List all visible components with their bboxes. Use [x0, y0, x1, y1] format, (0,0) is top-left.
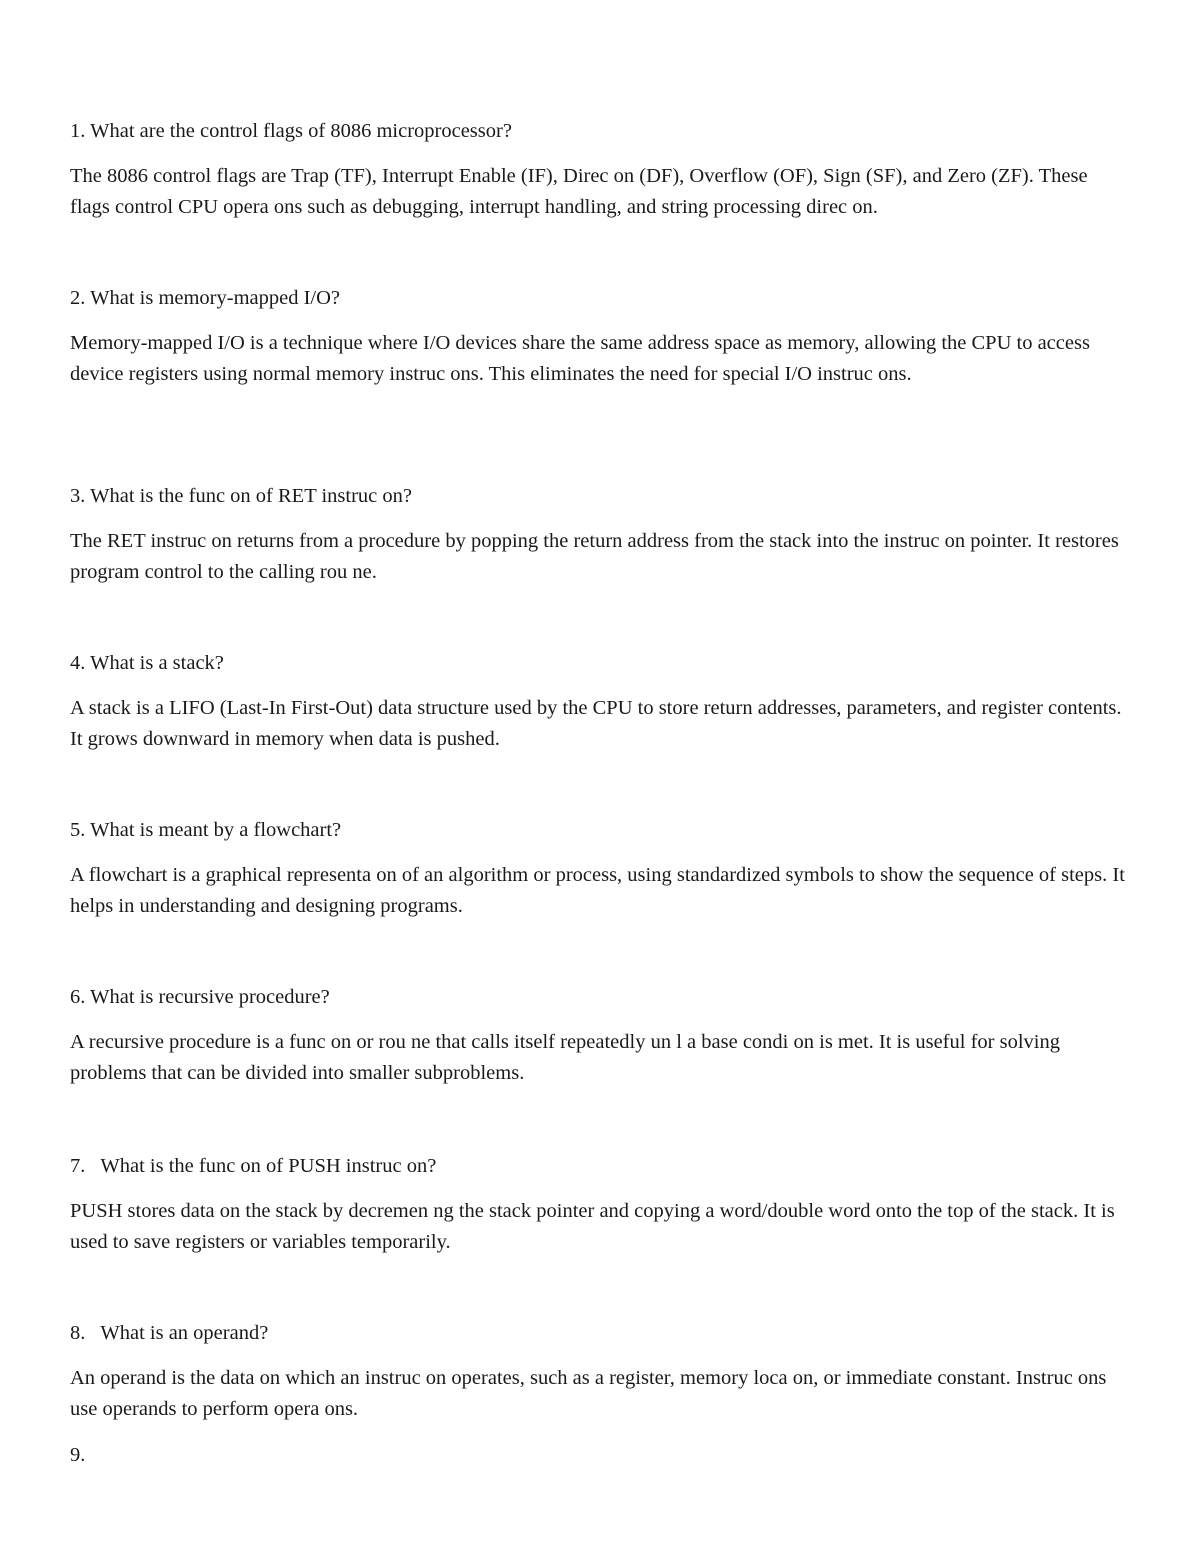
- answer-7: PUSH stores data on the stack by decremen ng the stack pointer and copying a word/double word onto the top of the stack. It is used to save registers or variables temporarily.: [70, 1200, 1115, 1253]
- qa-item-5: [70, 815, 1130, 922]
- qa-item-6: [70, 982, 1130, 1089]
- question-5: 5. What is meant by a flowchart?: [70, 819, 342, 841]
- trailing-question-number: 9.: [70, 1444, 86, 1466]
- answer-2: Memory-mapped I/O is a technique where I/O devices share the same address space as memory, allowing the CPU to access device registers using normal memory instruc ons. This eliminates the need for special I/O instruc ons.: [70, 332, 1090, 385]
- qa-item-2: [70, 283, 1130, 390]
- qa-item-3: [70, 481, 1130, 588]
- question-6: 6. What is recursive procedure?: [70, 986, 330, 1008]
- answer-4: A stack is a LIFO (Last-In First-Out) data structure used by the CPU to store return addresses, parameters, and register contents. It grows downward in memory when data is pushed.: [70, 697, 1122, 750]
- question-3: 3. What is the func on of RET instruc on?: [70, 485, 412, 507]
- question-1: 1. What are the control flags of 8086 microprocessor?: [70, 120, 512, 142]
- question-4: 4. What is a stack?: [70, 652, 224, 674]
- answer-6: A recursive procedure is a func on or rou ne that calls itself repeatedly un l a base condi on is met. It is useful for solving problems that can be divided into smaller subproblems.: [70, 1031, 1060, 1084]
- qa-item-1: [70, 116, 1130, 223]
- answer-3: The RET instruc on returns from a procedure by popping the return address from the stack into the instruc on pointer. It restores program control to the calling rou ne.: [70, 530, 1119, 583]
- question-2: 2. What is memory-mapped I/O?: [70, 287, 341, 309]
- qa-item-8: [70, 1318, 1130, 1425]
- question-7: 7. What is the func on of PUSH instruc on?: [70, 1155, 437, 1177]
- question-8: 8. What is an operand?: [70, 1322, 269, 1344]
- answer-5: A flowchart is a graphical representa on of an algorithm or process, using standardized symbols to show the sequence of steps. It helps in understanding and designing programs.: [70, 864, 1125, 917]
- qa-item-4: [70, 648, 1130, 755]
- answer-1: The 8086 control flags are Trap (TF), Interrupt Enable (IF), Direc on (DF), Overflow (OF), Sign (SF), and Zero (ZF). These flags control CPU opera ons such as debugging, interrupt handling, and string processing direc on.: [70, 165, 1088, 218]
- qa-item-7: [70, 1151, 1130, 1258]
- answer-8: An operand is the data on which an instruc on operates, such as a register, memory loca on, or immediate constant. Instruc ons use operands to perform opera ons.: [70, 1367, 1107, 1420]
